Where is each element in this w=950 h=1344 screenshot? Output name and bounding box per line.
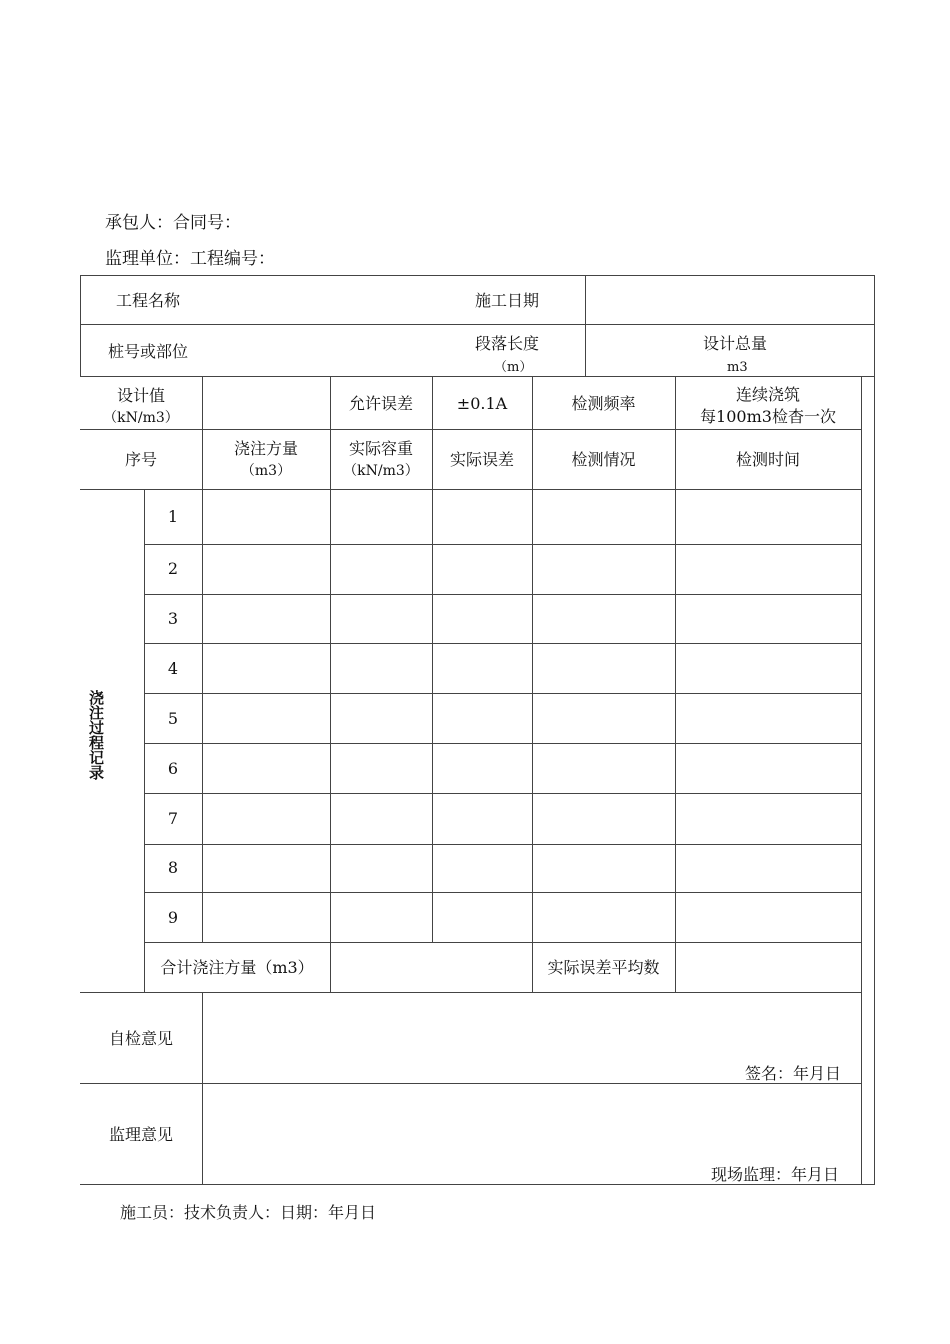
row-number: 4 <box>167 659 179 678</box>
self-check-label: 自检意见 <box>108 1029 173 1048</box>
row-number: 5 <box>167 709 179 728</box>
avg-error-label: 实际误差平均数 <box>547 958 660 977</box>
col-actual-error: 实际误差 <box>449 450 514 469</box>
row-number: 8 <box>167 858 179 877</box>
col-actual-density: 实际容重 （kN/m3） <box>343 439 419 479</box>
supervision-signature: 现场监理：年月日 <box>711 1165 840 1184</box>
contractor-line: 承包人：合同号： <box>105 213 241 233</box>
check-frequency-label: 检测频率 <box>571 394 636 413</box>
col-seq: 序号 <box>124 450 157 469</box>
row-number: 1 <box>167 507 179 526</box>
self-check-signature: 签名：年月日 <box>745 1064 842 1083</box>
footer-signatures: 施工员：技术负责人：日期：年月日 <box>120 1203 377 1222</box>
allowed-error-value: ±0.1A <box>456 394 508 413</box>
station-label: 桩号或部位 <box>108 342 189 361</box>
segment-length-unit: （m） <box>494 360 533 375</box>
design-value-label: 设计值 （kN/m3） <box>103 386 179 426</box>
design-total-unit: m3 <box>727 360 748 375</box>
construction-date-label: 施工日期 <box>475 291 540 310</box>
row-number: 6 <box>167 759 179 778</box>
row-number: 9 <box>167 908 179 927</box>
col-check-time: 检测时间 <box>735 450 800 469</box>
row-number: 2 <box>167 559 179 578</box>
supervision-unit-line: 监理单位：工程编号： <box>105 249 275 269</box>
col-pour-volume: 浇注方量 （m3） <box>233 439 298 479</box>
total-volume-label: 合计浇注方量（m3） <box>160 958 314 977</box>
row-number: 7 <box>167 809 179 828</box>
col-check-status: 检测情况 <box>571 450 636 469</box>
row-number: 3 <box>167 609 179 628</box>
check-frequency-value: 连续浇筑 每100m3检杳一次 <box>700 385 836 426</box>
supervision-opinion-label: 监理意见 <box>108 1125 173 1144</box>
pour-process-record-label: 浇注过程记录 <box>87 690 105 780</box>
project-name-label: 工程名称 <box>116 291 181 310</box>
design-total-label: 设计总量 <box>703 334 768 353</box>
allowed-error-label: 允许误差 <box>348 394 413 413</box>
segment-length-label: 段落长度 <box>475 334 540 353</box>
